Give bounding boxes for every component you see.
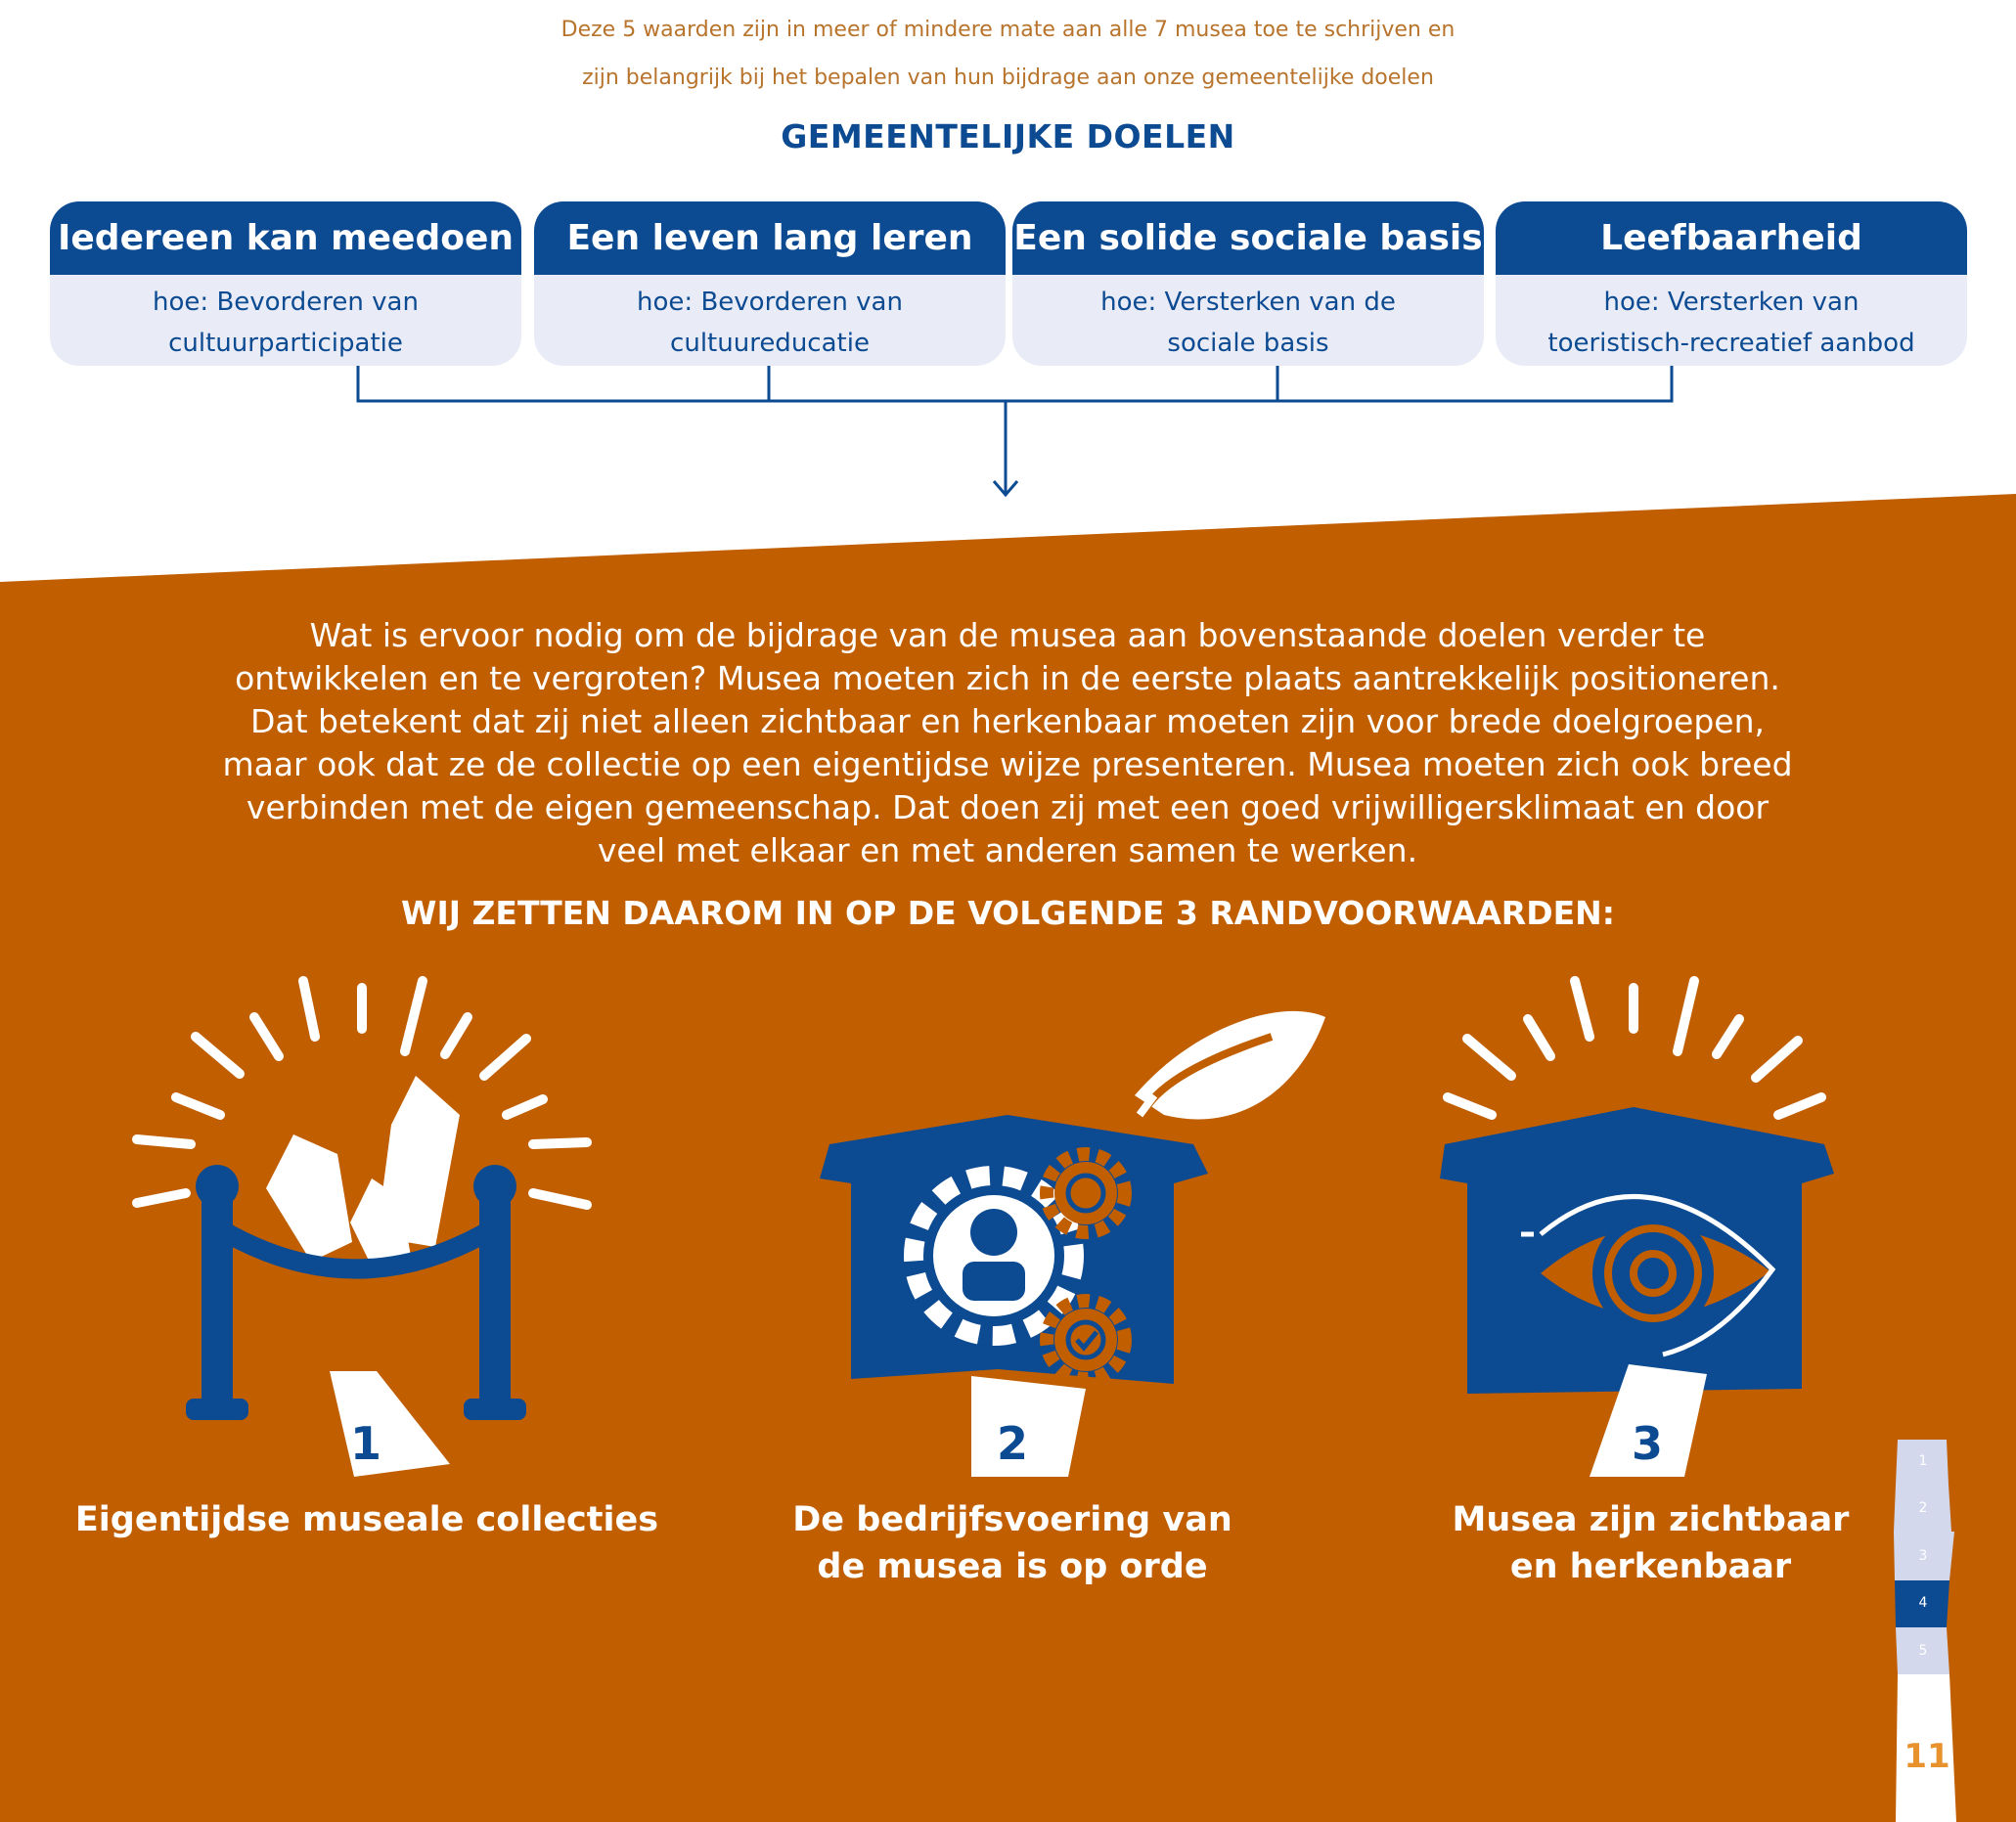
intro-paragraph: Wat is ervoor nodig om de bijdrage van de musea aan bovenstaande doelen verder te ontwikkelen en te vergroten? Musea moeten zich in de eerste plaats aantrekkelijk positioneren. Dat betekent dat zij niet alleen zichtbaar en herkenbaar moeten zijn voor brede doelgroepen, maar ook dat ze de collectie op een eigentijdse wijze presenteren. Musea moeten zich ook breed verbinden met de eigen gemeenschap. Dat doen zij met een goed vrijwilligersklimaat en door veel met elkaar en met anderen samen te werken. [222,616,1793,869]
randvoorwaarden-title: WIJ ZETTEN DAAROM IN OP DE VOLGENDE 3 RANDVOORWAARDEN: [401,894,1615,932]
svg-text:2: 2 [996,1417,1029,1470]
goal-title: Leefbaarheid [1496,201,1967,275]
svg-text:5: 5 [1918,1643,1928,1659]
operations-gears-icon [820,1011,1325,1477]
svg-text:1: 1 [1918,1453,1928,1469]
condition-label-1: Eigentijdse museale collecties [74,1500,659,1539]
visibility-eye-icon [1440,981,1834,1477]
svg-text:3: 3 [1918,1548,1928,1564]
goal-title: Iedereen kan meedoen [50,201,521,275]
page-number: 11 [1904,1737,1950,1776]
goal-how: hoe: Versterken van de sociale basis [1100,288,1396,358]
condition-label-3: Musea zijn zichtbaar en herkenbaar [1452,1500,1850,1586]
intro-line-2: zijn belangrijk bij het bepalen van hun bijdrage aan onze gemeentelijke doelen [582,66,1434,90]
condition-label-2: De bedrijfsvoering van de musea is op orde [792,1500,1232,1586]
goal-how: hoe: Versterken van toeristisch-recreatief aanbod [1547,288,1915,358]
goal-title: Een solide sociale basis [1012,201,1484,275]
goal-title: Een leven lang leren [534,201,1006,275]
svg-text:4: 4 [1918,1595,1928,1611]
goals-title: GEMEENTELIJKE DOELEN [781,117,1235,156]
svg-text:3: 3 [1631,1417,1664,1470]
museum-collection-icon [137,981,587,1477]
svg-text:1: 1 [349,1417,382,1470]
intro-line-1: Deze 5 waarden zijn in meer of mindere mate aan alle 7 musea toe te schrijven en [560,18,1456,42]
goal-how: hoe: Bevorderen van cultuurparticipatie [153,288,419,358]
svg-text:2: 2 [1918,1500,1928,1516]
goal-how: hoe: Bevorderen van cultuureducatie [637,288,903,358]
